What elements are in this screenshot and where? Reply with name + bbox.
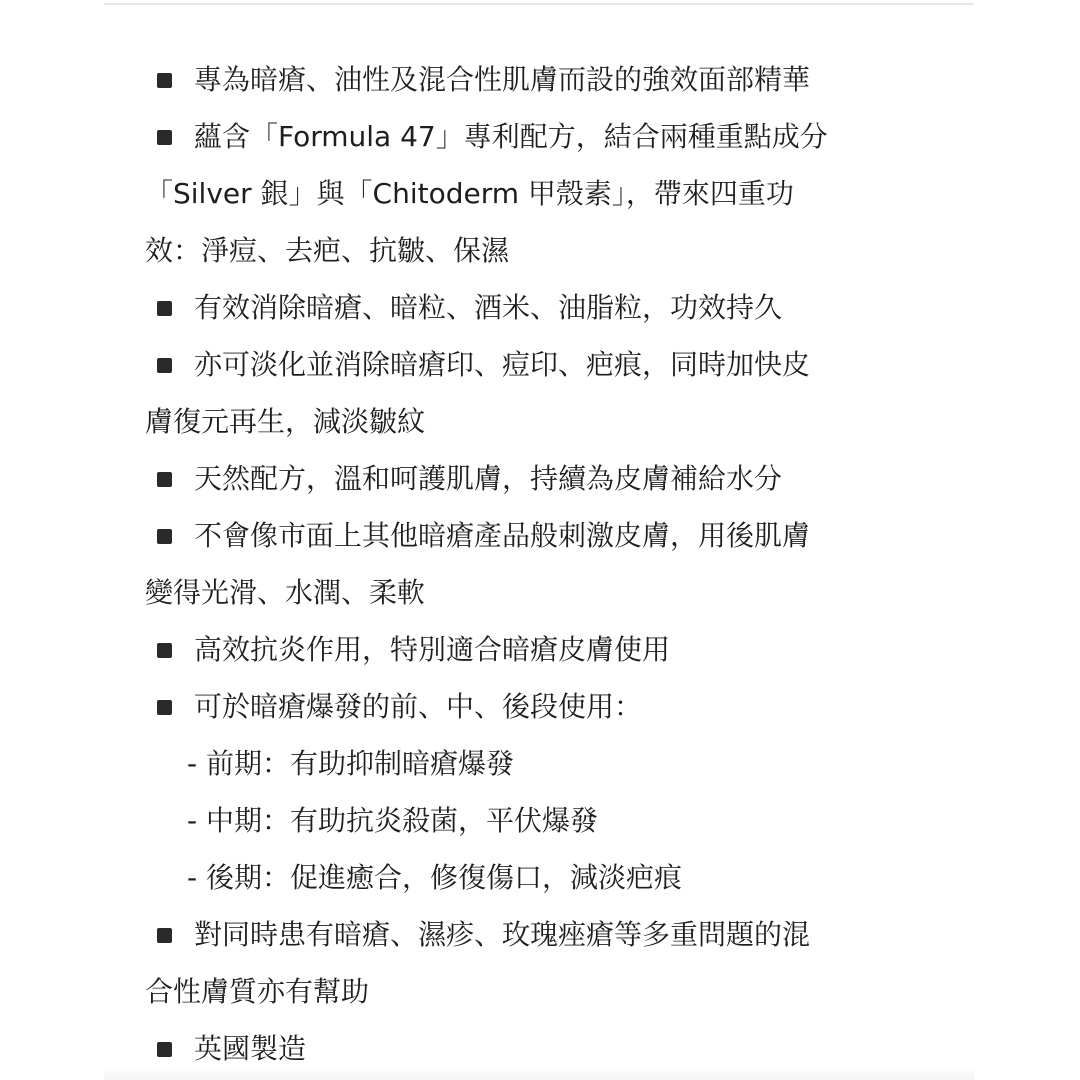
- list-line-continuation: [145, 222, 945, 279]
- line-text: 不會像市面上其他暗瘡產品般刺激皮膚，用後肌膚: [194, 519, 811, 552]
- list-line: [145, 1020, 945, 1077]
- line-text: 可於暗瘡爆發的前、中、後段使用：: [194, 690, 643, 723]
- line-text: 高效抗炎作用，特別適合暗瘡皮膚使用: [194, 633, 671, 666]
- list-line-continuation: [145, 393, 945, 450]
- square-bullet-icon: [157, 73, 172, 88]
- list-line: [145, 507, 945, 564]
- list-line: [145, 108, 945, 165]
- line-text: - 後期：促進癒合，修復傷口，減淡疤痕: [187, 861, 683, 894]
- square-bullet-icon: [157, 1042, 172, 1057]
- line-text: 變得光滑、水潤、柔軟: [145, 576, 426, 609]
- line-text: 亦可淡化並消除暗瘡印、痘印、疤痕，同時加快皮: [194, 348, 811, 381]
- square-bullet-icon: [157, 472, 172, 487]
- line-text: 蘊含「Formula 47」專利配方，結合兩種重點成分: [194, 120, 828, 153]
- square-bullet-icon: [157, 529, 172, 544]
- list-line-continuation: [145, 165, 945, 222]
- top-divider: [104, 3, 974, 5]
- line-text: - 前期：有助抑制暗瘡爆發: [187, 747, 515, 780]
- line-text: 對同時患有暗瘡、濕疹、玫瑰痤瘡等多重問題的混: [194, 918, 811, 951]
- list-line: [145, 336, 945, 393]
- line-text: 天然配方，溫和呵護肌膚，持續為皮膚補給水分: [194, 462, 783, 495]
- line-text: 「Silver 銀」與「Chitoderm 甲殼素」，帶來四重功: [145, 177, 794, 210]
- line-text: 專為暗瘡、油性及混合性肌膚而設的強效面部精華: [194, 63, 811, 96]
- square-bullet-icon: [157, 643, 172, 658]
- square-bullet-icon: [157, 700, 172, 715]
- list-line: [145, 279, 945, 336]
- sub-list-line: [145, 735, 945, 792]
- list-line: [145, 450, 945, 507]
- list-line: [145, 621, 945, 678]
- list-line: [145, 51, 945, 108]
- list-line-continuation: [145, 963, 945, 1020]
- list-line: [145, 906, 945, 963]
- line-text: - 中期：有助抗炎殺菌，平伏爆發: [187, 804, 599, 837]
- sub-list-line: [145, 849, 945, 906]
- sub-list-line: [145, 792, 945, 849]
- list-line-continuation: [145, 564, 945, 621]
- square-bullet-icon: [157, 130, 172, 145]
- line-text: 膚復元再生，減淡皺紋: [145, 405, 426, 438]
- list-line: [145, 678, 945, 735]
- square-bullet-icon: [157, 358, 172, 373]
- square-bullet-icon: [157, 928, 172, 943]
- line-text: 有效消除暗瘡、暗粒、酒米、油脂粒，功效持久: [194, 291, 783, 324]
- feature-list: [145, 51, 945, 1077]
- square-bullet-icon: [157, 301, 172, 316]
- line-text: 英國製造: [194, 1032, 307, 1065]
- line-text: 效：淨痘、去疤、抗皺、保濕: [145, 234, 510, 267]
- line-text: 合性膚質亦有幫助: [145, 975, 370, 1008]
